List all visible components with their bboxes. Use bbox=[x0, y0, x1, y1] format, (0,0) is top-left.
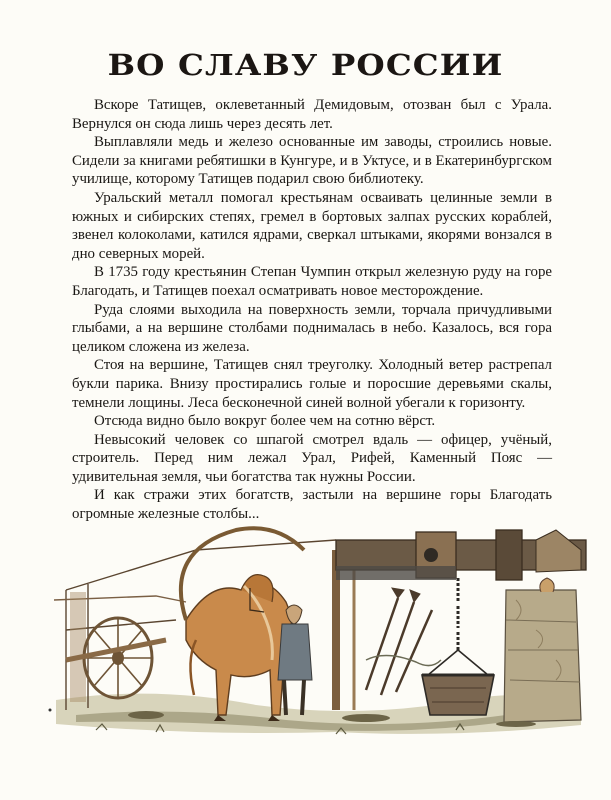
paragraph: Выплавляли медь и железо основанные им заводы, строились новые. Сидели за книгами ребятишки в Кунгуре, и в Уктусе, и в Екатеринбургском училище, которому Татищев подарил свою библиотеку. bbox=[72, 134, 552, 188]
paragraph: Вскоре Татищев, оклеветанный Демидовым, отозван был с Урала. Вернулся он сюда лишь через десять лет. bbox=[72, 97, 552, 132]
paragraph: И как стражи этих богатств, застыли на вершине горы Благодать огромные железные столбы... bbox=[72, 487, 552, 523]
paragraph: Уральский металл помогал крестьянам осваивать целинные земли в южных и сибирских степях, гремел в бортовых залпах русских кораблей, звенел колоколами, катился ядрами, сверкал штыками, якорями вонзался в дно северных морей. bbox=[72, 189, 552, 262]
paragraph: Отсюда видно было вокруг более чем на сотню вёрст. bbox=[94, 413, 436, 430]
hanging-bucket bbox=[422, 578, 494, 715]
forge-illustration bbox=[36, 510, 592, 770]
page-title: ВО СЛАВУ РОССИИ bbox=[107, 48, 504, 82]
forge-machinery bbox=[336, 530, 586, 580]
text-body bbox=[72, 96, 552, 524]
paragraph: Стоя на вершине, Татищев снял треуголку. Холодный ветер растрепал букли парика. Внизу простирались голые и поросшие деревьями скалы, темнели лощины. Леса бесконечной синей волной убегали к горизонту. bbox=[72, 357, 552, 411]
stone-pillar bbox=[504, 578, 581, 722]
paragraph: Невысокий человек со шпагой смотрел вдаль — офицер, учёный, строитель. Перед ним лежал Урал, Рифей, Каменный Пояс — удивительная земля, чьи богатства так нужны России. bbox=[72, 431, 552, 485]
paragraph: Руда слоями выходила на поверхность земли, торчала причудливыми глыбами, а на вершине столбами поднималась в небо. Казалось, вся гора целиком сложена из железа. bbox=[72, 301, 552, 355]
paragraph: В 1735 году крестьянин Степан Чумпин открыл железную руду на горе Благодать, и Татищев поехал осматривать новое месторождение. bbox=[72, 264, 552, 299]
